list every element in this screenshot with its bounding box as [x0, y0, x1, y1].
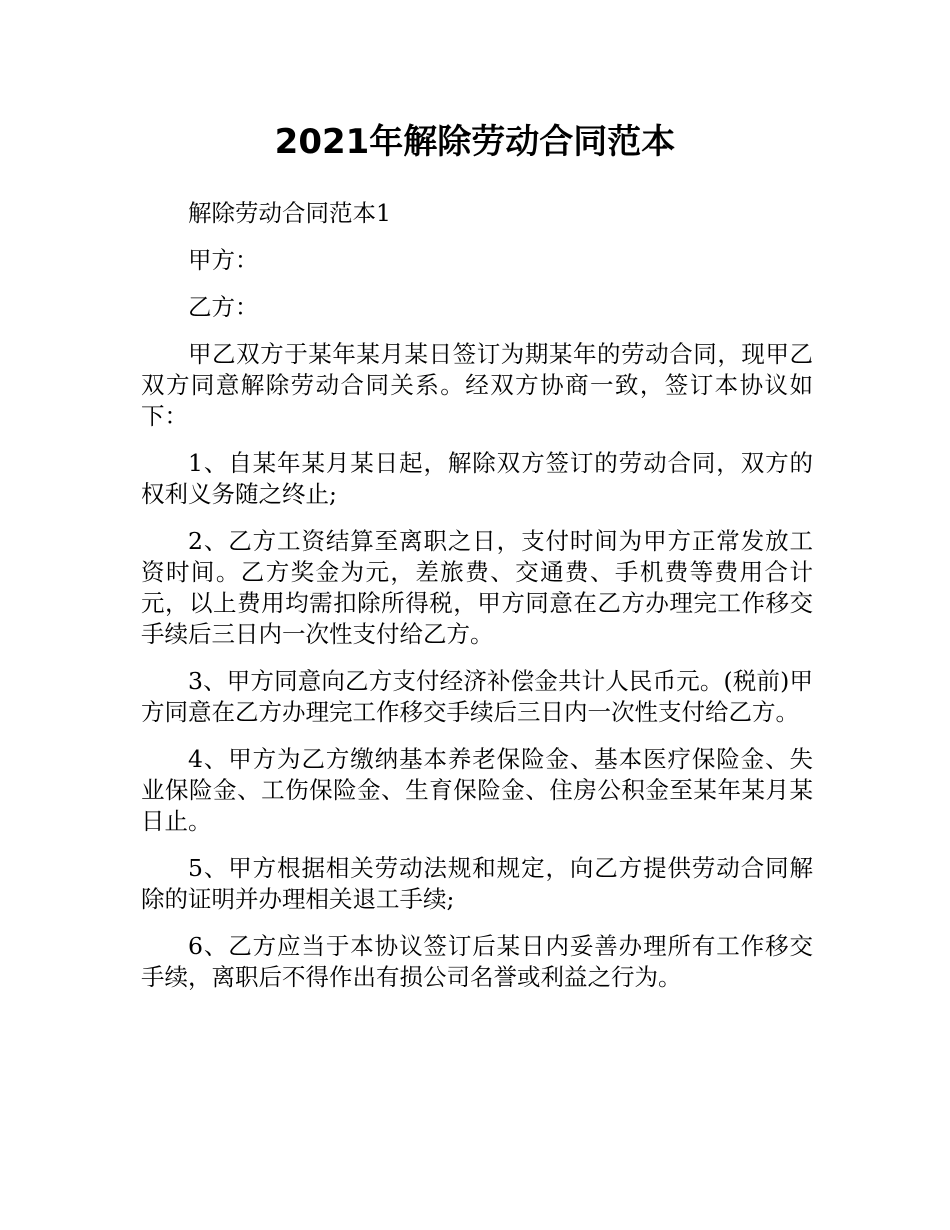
paragraph-party-b: 乙方：: [188, 293, 259, 321]
paragraph-clause-2: 2、乙方工资结算至离职之日，支付时间为甲方正常发放工资时间。乙方奖金为元，差旅费、交通费、手机费等费用合计元，以上费用均需扣除所得税，甲方同意在乙方办理完工作移交手续后三日内一次性支付给乙方。: [141, 527, 813, 648]
paragraph-clause-6: 6、乙方应当于本协议签订后某日内妥善办理所有工作移交手续，离职后不得作出有损公司名誉或利益之行为。: [141, 932, 813, 991]
paragraph-intro: 甲乙双方于某年某月某日签订为期某年的劳动合同，现甲乙双方同意解除劳动合同关系。经双方协商一致，签订本协议如下：: [141, 340, 813, 430]
paragraph-clause-5: 5、甲方根据相关劳动法规和规定，向乙方提供劳动合同解除的证明并办理相关退工手续;: [141, 854, 813, 913]
paragraph-clause-1: 1、自某年某月某日起，解除双方签订的劳动合同，双方的权利义务随之终止;: [141, 449, 813, 508]
paragraph-clause-3: 3、甲方同意向乙方支付经济补偿金共计人民币元。(税前)甲方同意在乙方办理完工作移交手续后三日内一次性支付给乙方。: [141, 667, 813, 726]
document-body: [141, 198, 813, 1009]
paragraph-clause-4: 4、甲方为乙方缴纳基本养老保险金、基本医疗保险金、失业保险金、工伤保险金、生育保险金、住房公积金至某年某月某日止。: [141, 745, 813, 835]
paragraph-heading: 解除劳动合同范本1: [188, 199, 391, 227]
document-title: 2021年解除劳动合同范本: [274, 122, 676, 162]
paragraph-party-a: 甲方：: [188, 246, 259, 274]
